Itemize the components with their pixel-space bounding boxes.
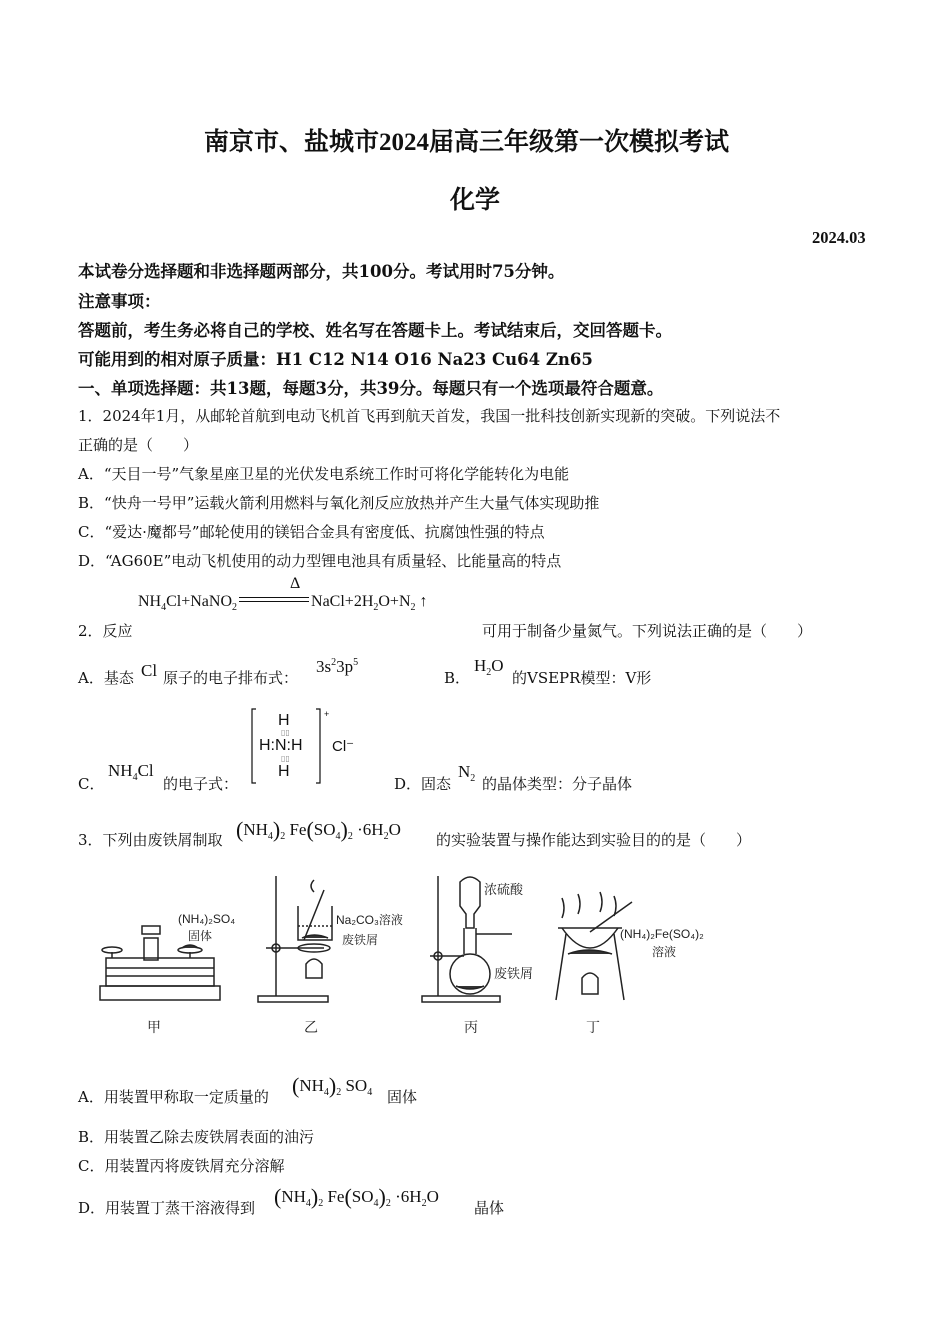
q2-option-a-config: $3s^23p^5$ (316, 657, 359, 676)
ammonium-electron-formula (248, 705, 368, 787)
q3-option-d-formula: $(NH_4)_2$ $Fe(SO_4)_2 \cdot 6H_2O$ (274, 1184, 439, 1209)
bing-reagent: 浓硫酸 (484, 882, 524, 897)
q2-stem-suffix: 可用于制备少量氮气。下列说法正确的是（ ） (482, 622, 813, 640)
svg-text:▯▯: ▯▯ (281, 728, 290, 737)
ding-reagent: (NH₄)₂Fe(SO₄)₂ (620, 927, 704, 941)
q3-option-c: C．用装置丙将废铁屑充分溶解 (78, 1157, 285, 1175)
q2-option-a-cl: Cl (141, 661, 158, 680)
jia-reagent-label: 固体 (188, 929, 213, 943)
ding-label: 丁 (586, 1019, 600, 1035)
q2-option-d-formula: $N_2$ (458, 762, 476, 784)
q2-delta: Δ (290, 575, 301, 592)
q3-stem: 3．下列由废铁屑制取 (78, 831, 223, 849)
q2-option-c-formula: $NH_4Cl$ (108, 761, 154, 783)
jia-label: 甲 (147, 1019, 161, 1035)
bing-reagent-label: 废铁屑 (494, 966, 534, 981)
q3-option-d-text: 晶体 (474, 1199, 505, 1217)
q3-formula: $(NH_4)_2$ $Fe(SO_4)_2 \cdot 6H_2O$ (236, 817, 401, 842)
notice-item: 答题前，考生务必将自己的学校、姓名写在答题卡上。考试结束后，交回答题卡。 (78, 321, 672, 340)
bing-label: 丙 (464, 1019, 478, 1035)
q1-option-a: A．“天目一号”气象星座卫星的光伏发电系统工作时可将化学能转化为电能 (78, 465, 570, 483)
q2-option-a-mid: 原子的电子排布式： (163, 669, 299, 687)
svg-text:▯▯: ▯▯ (281, 754, 290, 763)
q1-stem-cont: 正确的是（ ） (78, 436, 199, 454)
q3-stem-suffix: 的实验装置与操作能达到实验目的的是（ ） (436, 831, 752, 849)
jia-reagent: (NH₄)₂SO₄ (178, 912, 236, 926)
apparatus-figure (92, 868, 732, 1040)
notice-heading: 注意事项： (78, 292, 161, 311)
q2-option-b-formula: $H_2O$ (474, 656, 504, 678)
svg-text:H: H (278, 763, 290, 780)
svg-text:+: + (324, 709, 330, 719)
evaporating-apparatus (556, 892, 632, 1000)
svg-text:H:N:H: H:N:H (259, 737, 303, 754)
q1-option-b: B．“快舟一号甲”运载火箭利用燃料与氧化剂反应放热并产生大量气体实现助推 (78, 494, 600, 512)
q2-option-d: D．固态 (394, 775, 452, 793)
q3-option-a: A．用装置甲称取一定质量的 (78, 1088, 269, 1106)
q2-option-a: A．基态 (78, 669, 134, 687)
q2-equation: $NH_4Cl+NaNO_2$ $NaCl+2H_2O+N_2$ ↑ (138, 593, 428, 613)
q1-stem: 1．2024年1月，从邮轮首航到电动飞机首飞再到航天首发，我国一批科技创新实现新的突破。下列说法不 (78, 407, 781, 425)
q1-option-c: C．“爱达·魔都号”邮轮使用的镁铝合金具有密度低、抗腐蚀性强的特点 (78, 523, 545, 541)
q2-option-d-text: 的晶体类型：分子晶体 (482, 775, 633, 793)
yi-reagent-label: 废铁屑 (342, 933, 379, 947)
q2-option-b: B． (444, 669, 471, 687)
ding-reagent-label: 溶液 (652, 945, 677, 959)
svg-text:H: H (278, 712, 290, 729)
section-heading: 一、单项选择题：共13题，每题3分，共39分。每题只有一个选项最符合题意。 (78, 379, 664, 398)
subject-title: 化学 (450, 187, 501, 214)
q2-option-c: C． (78, 775, 105, 793)
exam-notice: 本试卷分选择题和非选择题两部分，共100分。考试用时75分钟。 (78, 262, 565, 281)
q3-option-a-text: 固体 (387, 1088, 418, 1106)
exam-date: 2024.03 (812, 228, 866, 247)
q2-stem: 2．反应 (78, 622, 133, 640)
q2-option-b-text: 的VSEPR模型：V形 (512, 669, 652, 687)
q2-option-c-text: 的电子式： (163, 775, 239, 793)
q1-option-d: D．“AG60E”电动飞机使用的动力型锂电池具有质量轻、比能量高的特点 (78, 552, 562, 570)
atomic-masses: 可能用到的相对原子质量：H1 C12 N14 O16 Na23 Cu64 Zn65 (78, 350, 593, 369)
degreasing-apparatus (258, 876, 332, 1002)
q3-option-a-formula: $(NH_4)_2$ $SO_4$ (292, 1073, 373, 1098)
q3-option-b: B．用装置乙除去废铁屑表面的油污 (78, 1128, 315, 1146)
svg-text:Cl⁻: Cl⁻ (332, 738, 355, 755)
q3-option-d: D．用装置丁蒸干溶液得到 (78, 1199, 256, 1217)
yi-label: 乙 (304, 1019, 318, 1035)
yi-reagent: Na₂CO₃溶液 (336, 913, 403, 927)
exam-title: 南京市、盐城市2024届高三年级第一次模拟考试 (204, 129, 730, 156)
